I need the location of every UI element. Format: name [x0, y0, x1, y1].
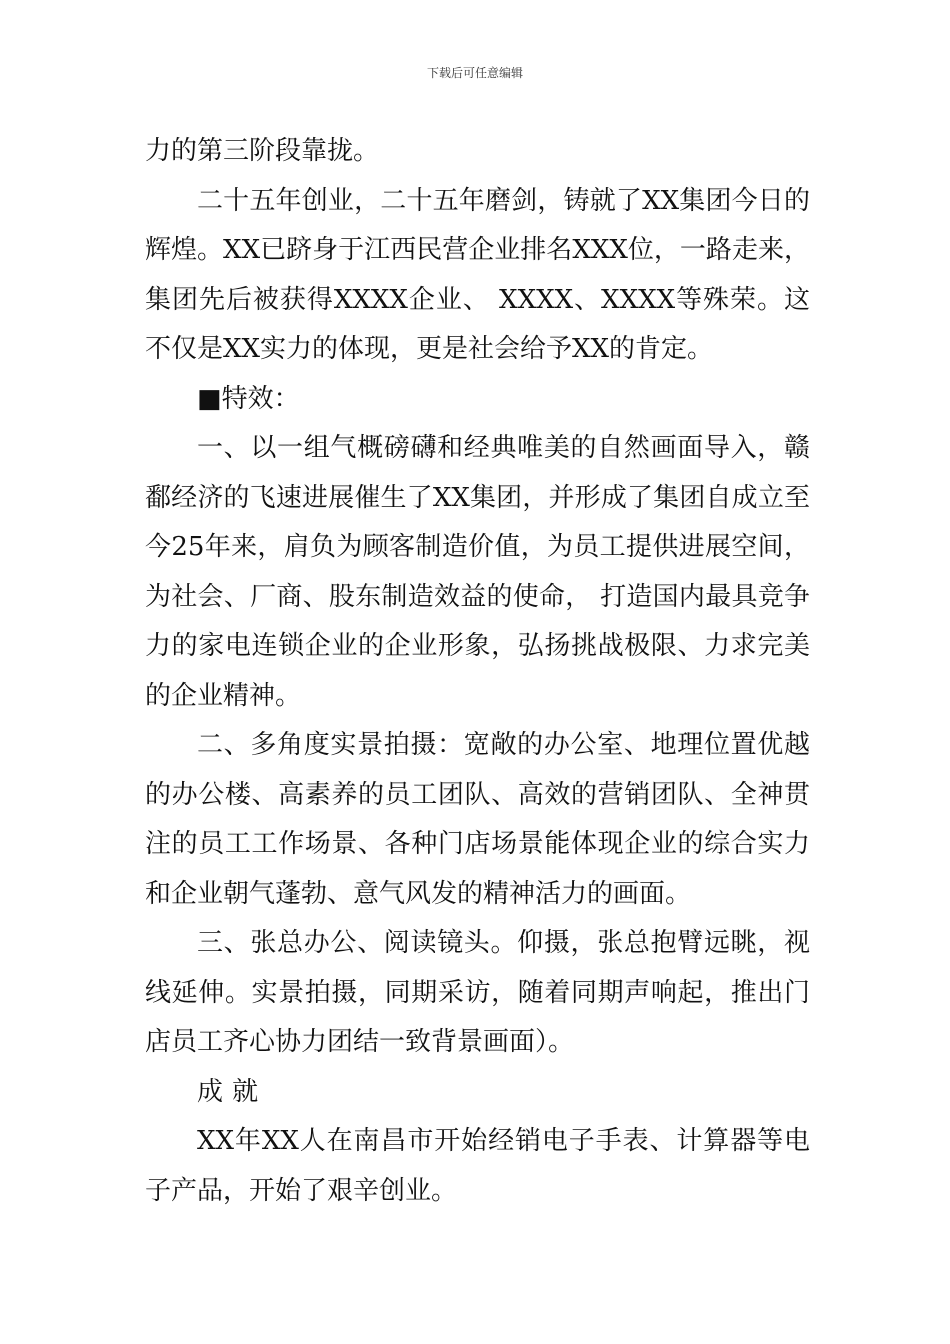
- section-label-effects: ■特效：: [197, 383, 300, 414]
- paragraph-effect-three: 三、张总办公、阅读镜头。仰摄，张总抱臂远眺，视线延伸。实景拍摄，同期采访，随着同期声响起，推出门店员工齐心协力团结一致背景画面）。: [145, 928, 810, 1057]
- page-header: 下载后可任意编辑: [426, 66, 523, 80]
- paragraph-history: XX年XX人在南昌市开始经销电子手表、计算器等电子产品，开始了艰辛创业。: [145, 1126, 810, 1206]
- section-heading-achievements: 成就: [197, 1076, 268, 1107]
- document-body: [145, 127, 810, 1216]
- paragraph-effect-one: 一、以一组气概磅礴和经典唯美的自然画面导入，赣鄱经济的飞速进展催生了XX集团，并形成了集团自成立至今25年来，肩负为顾客制造价值，为员工提供进展空间，为社会、厂商、股东制造效益的使命， 打造国内最具竞争力的家电连锁企业的企业形象，弘扬挑战极限、力求完美的企业精神。: [145, 433, 810, 711]
- paragraph-achievements: 二十五年创业，二十五年磨剑，铸就了XX集团今日的辉煌。XX已跻身于江西民营企业排名XXX位，一路走来，集团先后被获得XXXX企业、 XXXX、XXXX等殊荣。这不仅是XX实力的体现，更是社会给予XX的肯定。: [145, 185, 810, 364]
- paragraph-continuation: 力的第三阶段靠拢。: [145, 136, 380, 166]
- paragraph-effect-two: 二、多角度实景拍摄：宽敞的办公室、地理位置优越的办公楼、高素养的员工团队、高效的营销团队、全神贯注的员工工作场景、各种门店场景能体现企业的综合实力和企业朝气蓬勃、意气风发的精神活力的画面。: [145, 730, 810, 909]
